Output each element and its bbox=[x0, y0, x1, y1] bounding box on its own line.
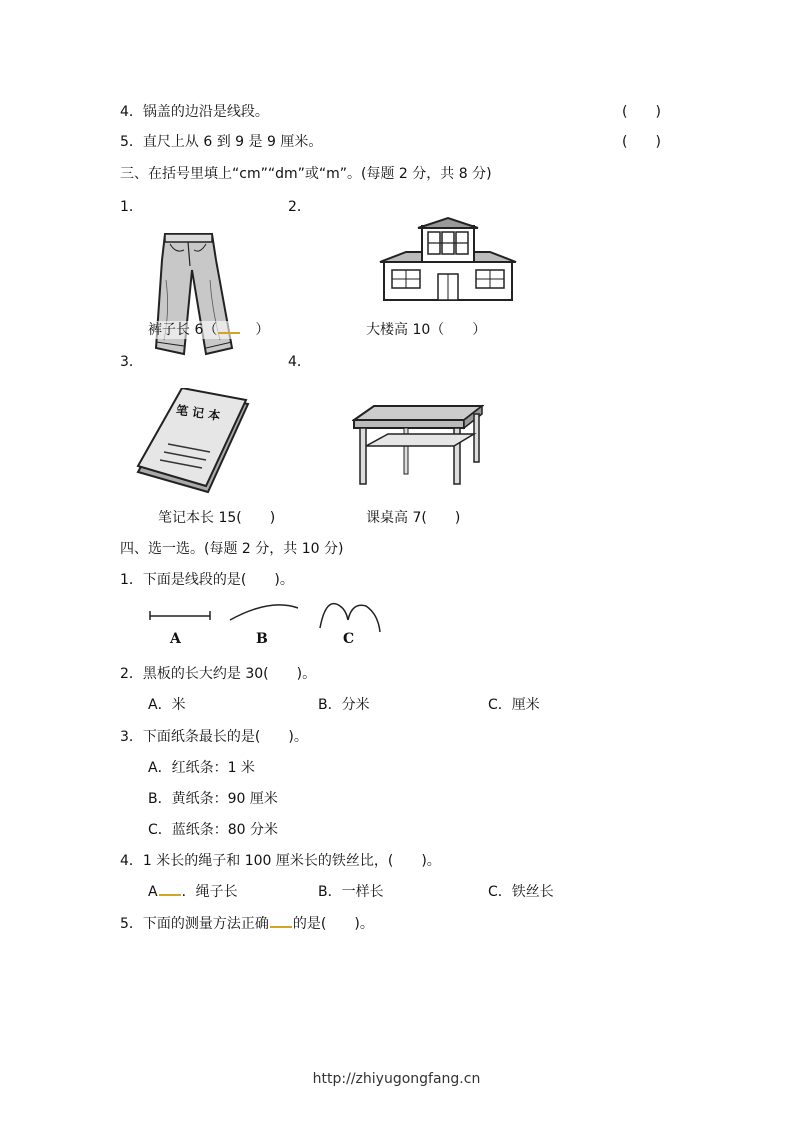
item-number: 4． bbox=[288, 354, 311, 370]
question-3: 3．下面纸条最长的是( )。 bbox=[120, 729, 308, 745]
option-label-c[interactable]: C bbox=[343, 631, 355, 647]
answer-blank[interactable] bbox=[270, 926, 292, 928]
item-number: 2． bbox=[288, 199, 311, 215]
judge-item-4: 4．锅盖的边沿是线段。 bbox=[120, 104, 269, 120]
item-caption: 大楼高 10（ ） bbox=[366, 322, 487, 338]
option-c[interactable]: C．蓝纸条：80 分米 bbox=[148, 822, 279, 838]
option-label-b[interactable]: B bbox=[256, 631, 268, 647]
section-4-title: 四、选一选。(每题 2 分，共 10 分) bbox=[120, 541, 344, 557]
answer-blank[interactable] bbox=[159, 894, 181, 896]
question-2: 2．黑板的长大约是 30( )。 bbox=[120, 666, 317, 682]
item-number: 3． bbox=[120, 354, 143, 370]
answer-paren[interactable]: ( ) bbox=[622, 104, 661, 120]
question-5: 5．下面的测量方法正确 的是( )。 bbox=[120, 916, 374, 932]
option-label-a[interactable]: A bbox=[170, 631, 181, 647]
item-caption: 裤子长 6（ ） bbox=[148, 322, 270, 338]
question-4: 4．1 米长的绳子和 100 厘米长的铁丝比，( )。 bbox=[120, 853, 441, 869]
option-a[interactable]: A．红纸条：1 米 bbox=[148, 760, 255, 776]
option-b[interactable]: B．黄纸条：90 厘米 bbox=[148, 791, 278, 807]
option-b[interactable]: B．分米 bbox=[318, 697, 370, 713]
option-b[interactable]: B．一样长 bbox=[318, 884, 384, 900]
desk-icon bbox=[352, 402, 484, 486]
section-3-title: 三、在括号里填上“cm”“dm”或“m”。(每题 2 分，共 8 分) bbox=[120, 166, 492, 182]
building-icon bbox=[376, 216, 520, 302]
option-c[interactable]: C．铁丝长 bbox=[488, 884, 554, 900]
option-c[interactable]: C．厘米 bbox=[488, 697, 540, 713]
option-a[interactable]: A．米 bbox=[148, 697, 186, 713]
item-caption: 课桌高 7( ) bbox=[366, 510, 461, 526]
answer-blank[interactable] bbox=[218, 332, 240, 334]
question-1: 1．下面是线段的是( )。 bbox=[120, 572, 294, 588]
option-a[interactable]: A ．绳子长 bbox=[148, 884, 238, 900]
judge-item-5: 5．直尺上从 6 到 9 是 9 厘米。 bbox=[120, 134, 323, 150]
answer-paren[interactable]: ( ) bbox=[622, 134, 661, 150]
footer-url[interactable]: http://zhiyugongfang.cn bbox=[312, 1071, 481, 1087]
notebook-icon bbox=[134, 388, 254, 498]
item-caption: 笔记本长 15( ) bbox=[158, 510, 276, 526]
notebook-label: 笔 记 本 bbox=[175, 402, 222, 424]
item-number: 1． bbox=[120, 199, 143, 215]
